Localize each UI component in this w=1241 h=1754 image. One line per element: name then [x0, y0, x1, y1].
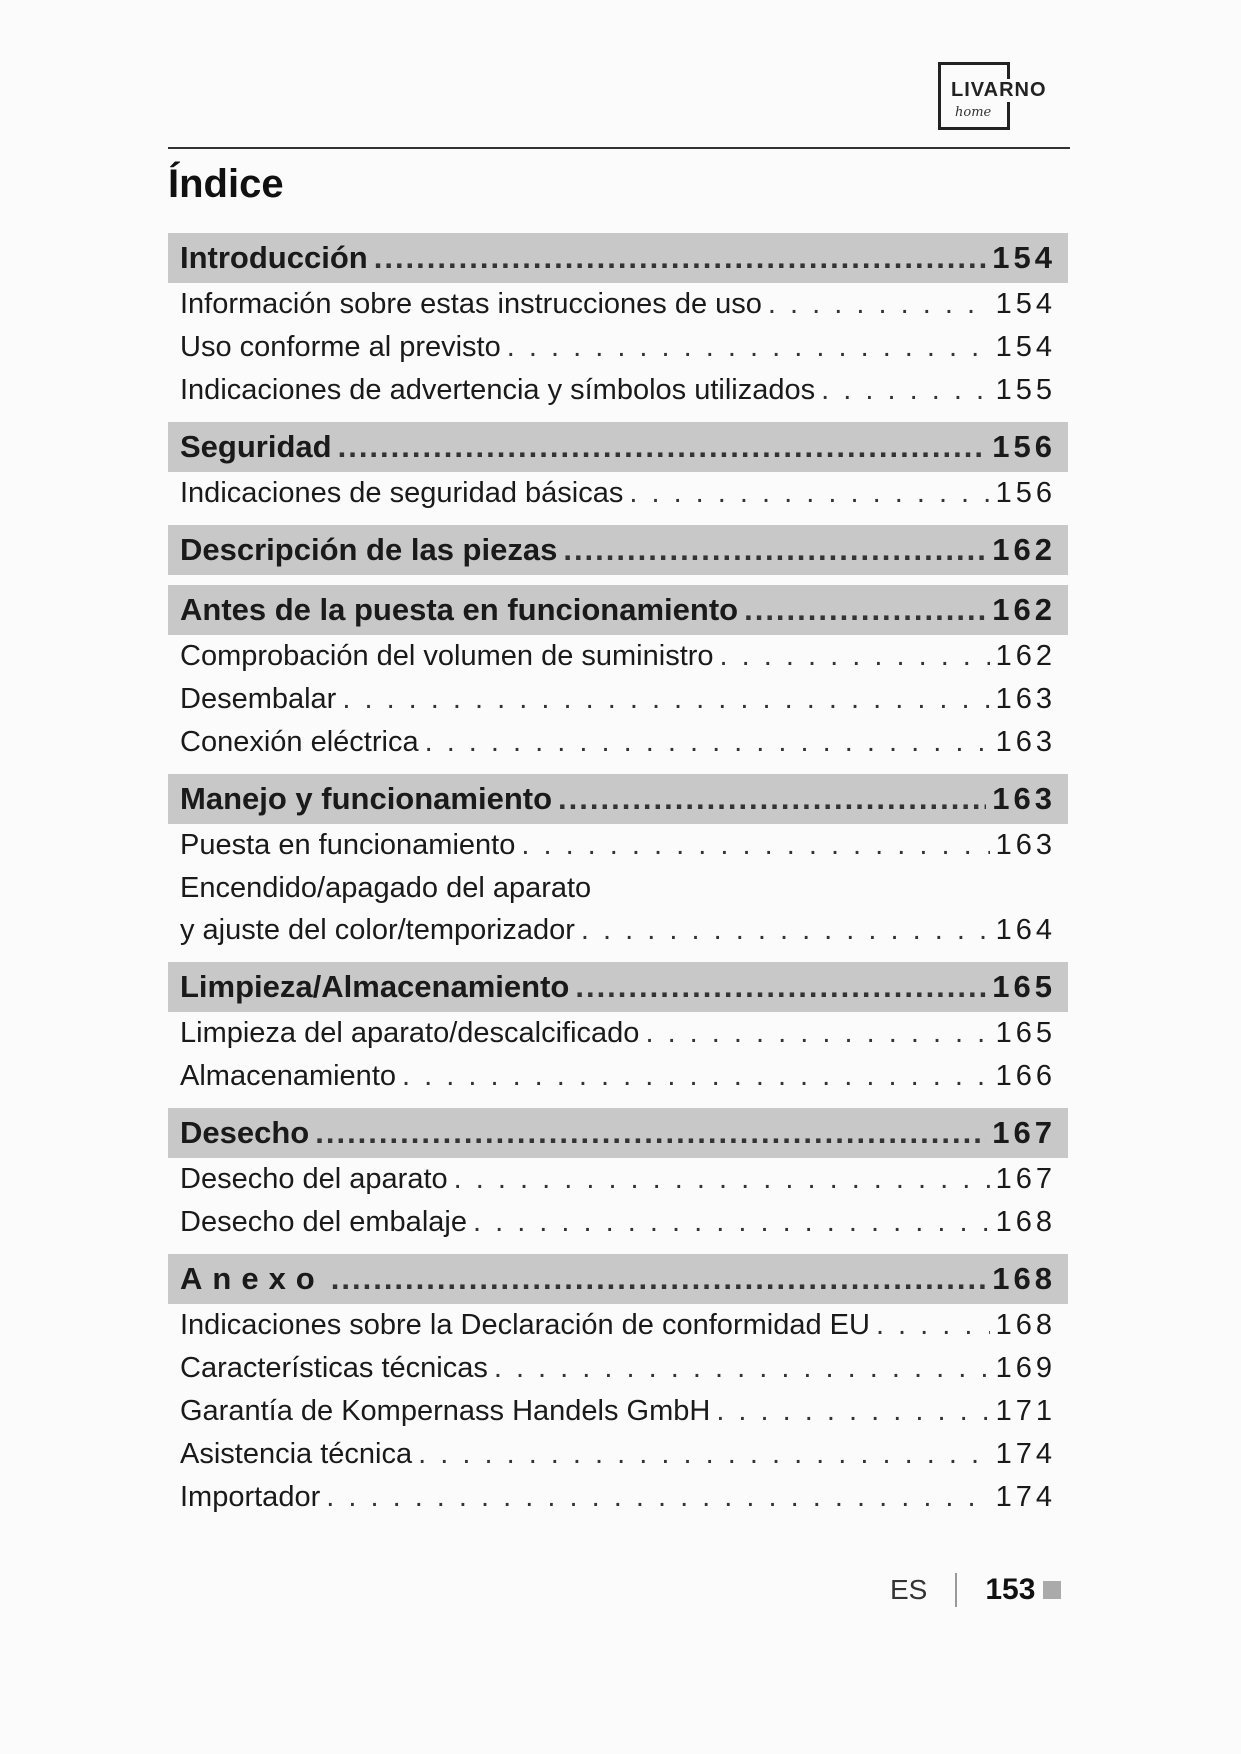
toc-leader-dots — [629, 472, 989, 515]
toc-section — [168, 233, 1068, 412]
toc-leader-dots — [876, 1304, 990, 1347]
toc-leader-dots — [494, 1347, 990, 1390]
toc-entry-label: Características técnicas — [180, 1352, 488, 1384]
toc-entry-label: Importador — [180, 1481, 321, 1513]
toc-entry-page: 162 — [995, 640, 1056, 672]
toc-entry-page: 155 — [995, 374, 1056, 406]
toc-section-heading[interactable] — [168, 1254, 1068, 1304]
toc-entry-page: 168 — [995, 1309, 1056, 1341]
footer-language: ES — [890, 1574, 928, 1605]
toc-entry[interactable] — [168, 326, 1068, 369]
toc-entry[interactable] — [168, 909, 1068, 952]
toc-entry[interactable] — [168, 678, 1068, 721]
toc-entry[interactable] — [168, 721, 1068, 764]
toc-entry[interactable] — [168, 283, 1068, 326]
page-title: Índice — [168, 162, 284, 206]
toc-entry-page: 163 — [995, 726, 1056, 758]
toc-leader-dots — [716, 1390, 989, 1433]
toc-heading-label: Introducción — [180, 240, 368, 275]
toc-entry[interactable] — [168, 635, 1068, 678]
toc-section — [168, 962, 1068, 1098]
toc-leader-dots — [521, 824, 989, 867]
toc-entry-page: 169 — [995, 1352, 1056, 1384]
toc-heading-page: 163 — [992, 781, 1056, 816]
toc-entry-label: Indicaciones de advertencia y símbolos utilizados — [180, 374, 816, 406]
toc-section-heading[interactable] — [168, 774, 1068, 824]
toc-heading-label: Manejo y funcionamiento — [180, 781, 553, 816]
toc-entry[interactable] — [168, 1390, 1068, 1433]
toc-entry-label: Uso conforme al previsto — [180, 331, 501, 363]
toc-heading-page: 162 — [992, 592, 1056, 627]
toc-entry-page: 154 — [995, 331, 1056, 363]
toc-leader-dots — [342, 678, 989, 721]
page-footer — [890, 1570, 1070, 1610]
toc-section — [168, 422, 1068, 515]
toc-section-heading[interactable] — [168, 1108, 1068, 1158]
toc-leader-dots — [563, 525, 986, 575]
footer-separator — [955, 1573, 957, 1607]
toc-entry-page: 174 — [995, 1481, 1056, 1513]
toc-heading-page: 156 — [992, 429, 1056, 464]
toc-entry-label: Almacenamiento — [180, 1060, 396, 1092]
toc-entry-label: Conexión eléctrica — [180, 726, 419, 758]
toc-entry-label: Indicaciones sobre la Declaración de conformidad EU — [180, 1309, 870, 1341]
toc-leader-dots — [326, 1476, 989, 1519]
toc-entry[interactable] — [168, 1055, 1068, 1098]
toc-heading-page: 162 — [992, 532, 1056, 567]
logo-subtitle: home — [955, 105, 992, 120]
toc-leader-dots — [418, 1433, 989, 1476]
toc-entry-page: 164 — [995, 914, 1056, 946]
toc-section — [168, 585, 1068, 764]
toc-entry-page: 174 — [995, 1438, 1056, 1470]
toc-entry[interactable] — [168, 1433, 1068, 1476]
toc-entry-label: Asistencia técnica — [180, 1438, 413, 1470]
toc-leader-dots — [402, 1055, 990, 1098]
toc-leader-dots — [315, 1108, 986, 1158]
toc-entry-label: Desecho del embalaje — [180, 1206, 467, 1238]
toc-entry-label: Encendido/apagado del aparato — [180, 872, 592, 904]
toc-entry-label: Garantía de Kompernass Handels GmbH — [180, 1395, 711, 1427]
toc-heading-label: Desecho — [180, 1115, 310, 1150]
footer-square-mark — [1043, 1581, 1061, 1599]
toc-section — [168, 1254, 1068, 1519]
toc-leader-dots — [338, 422, 987, 472]
toc-leader-dots — [581, 909, 990, 952]
toc-entry-label: Indicaciones de seguridad básicas — [180, 477, 624, 509]
toc-heading-label: Descripción de las piezas — [180, 532, 558, 567]
toc-entry-label: Comprobación del volumen de suministro — [180, 640, 714, 672]
toc-entry-page: 156 — [995, 477, 1056, 509]
toc-section-heading[interactable] — [168, 422, 1068, 472]
toc-heading-page: 168 — [992, 1261, 1056, 1296]
toc-entry-page: 168 — [995, 1206, 1056, 1238]
footer-page-number: 153 — [985, 1573, 1036, 1606]
toc-entry[interactable] — [168, 1476, 1068, 1519]
toc-leader-dots — [558, 774, 986, 824]
toc-leader-dots — [507, 326, 990, 369]
toc-heading-page: 165 — [992, 969, 1056, 1004]
toc-section — [168, 774, 1068, 952]
toc-leader-dots — [768, 283, 990, 326]
toc-section-heading[interactable] — [168, 233, 1068, 283]
table-of-contents — [168, 233, 1068, 1529]
toc-leader-dots — [720, 635, 990, 678]
toc-entry[interactable] — [168, 1201, 1068, 1244]
toc-entry-page: 163 — [995, 683, 1056, 715]
toc-entry-page: 171 — [995, 1395, 1056, 1427]
toc-entry-label: Limpieza del aparato/descalcificado — [180, 1017, 640, 1049]
toc-entry-page: 154 — [995, 288, 1056, 320]
toc-heading-label: Anexo — [180, 1261, 325, 1296]
toc-entry[interactable] — [168, 369, 1068, 412]
toc-entry[interactable] — [168, 1158, 1068, 1201]
toc-entry[interactable] — [168, 1012, 1068, 1055]
toc-leader-dots — [454, 1158, 990, 1201]
toc-heading-page: 154 — [992, 240, 1056, 275]
toc-entry-page: 165 — [995, 1017, 1056, 1049]
toc-entry[interactable] — [168, 867, 1068, 909]
toc-leader-dots — [645, 1012, 989, 1055]
header-rule — [168, 147, 1070, 149]
toc-section-heading[interactable] — [168, 525, 1068, 575]
logo-brand: LIVARNO — [951, 79, 1047, 101]
toc-heading-label: Limpieza/Almacenamiento — [180, 969, 570, 1004]
toc-entry-label: Puesta en funcionamiento — [180, 829, 516, 861]
toc-entry-label: Desembalar — [180, 683, 337, 715]
toc-leader-dots — [744, 585, 986, 635]
toc-entry[interactable] — [168, 472, 1068, 515]
toc-entry-label: Desecho del aparato — [180, 1163, 448, 1195]
toc-entry-page: 167 — [995, 1163, 1056, 1195]
toc-heading-label: Antes de la puesta en funcionamiento — [180, 592, 739, 627]
toc-section-heading[interactable] — [168, 585, 1068, 635]
toc-section — [168, 525, 1068, 575]
toc-heading-label: Seguridad — [180, 429, 332, 464]
toc-entry-label: y ajuste del color/temporizador — [180, 914, 575, 946]
toc-entry-label: Información sobre estas instrucciones de uso — [180, 288, 762, 320]
toc-heading-page: 167 — [992, 1115, 1056, 1150]
toc-leader-dots — [425, 721, 990, 764]
toc-leader-dots — [473, 1201, 990, 1244]
toc-leader-dots — [374, 233, 987, 283]
toc-section — [168, 1108, 1068, 1244]
toc-entry[interactable] — [168, 824, 1068, 867]
toc-entry-page: 163 — [995, 829, 1056, 861]
toc-entry[interactable] — [168, 1347, 1068, 1390]
toc-entry[interactable] — [168, 1304, 1068, 1347]
toc-leader-dots — [821, 369, 989, 412]
toc-entry-page: 166 — [995, 1060, 1056, 1092]
toc-leader-dots — [575, 962, 986, 1012]
toc-section-heading[interactable] — [168, 962, 1068, 1012]
toc-leader-dots — [331, 1254, 987, 1304]
livarno-logo — [938, 62, 1047, 130]
